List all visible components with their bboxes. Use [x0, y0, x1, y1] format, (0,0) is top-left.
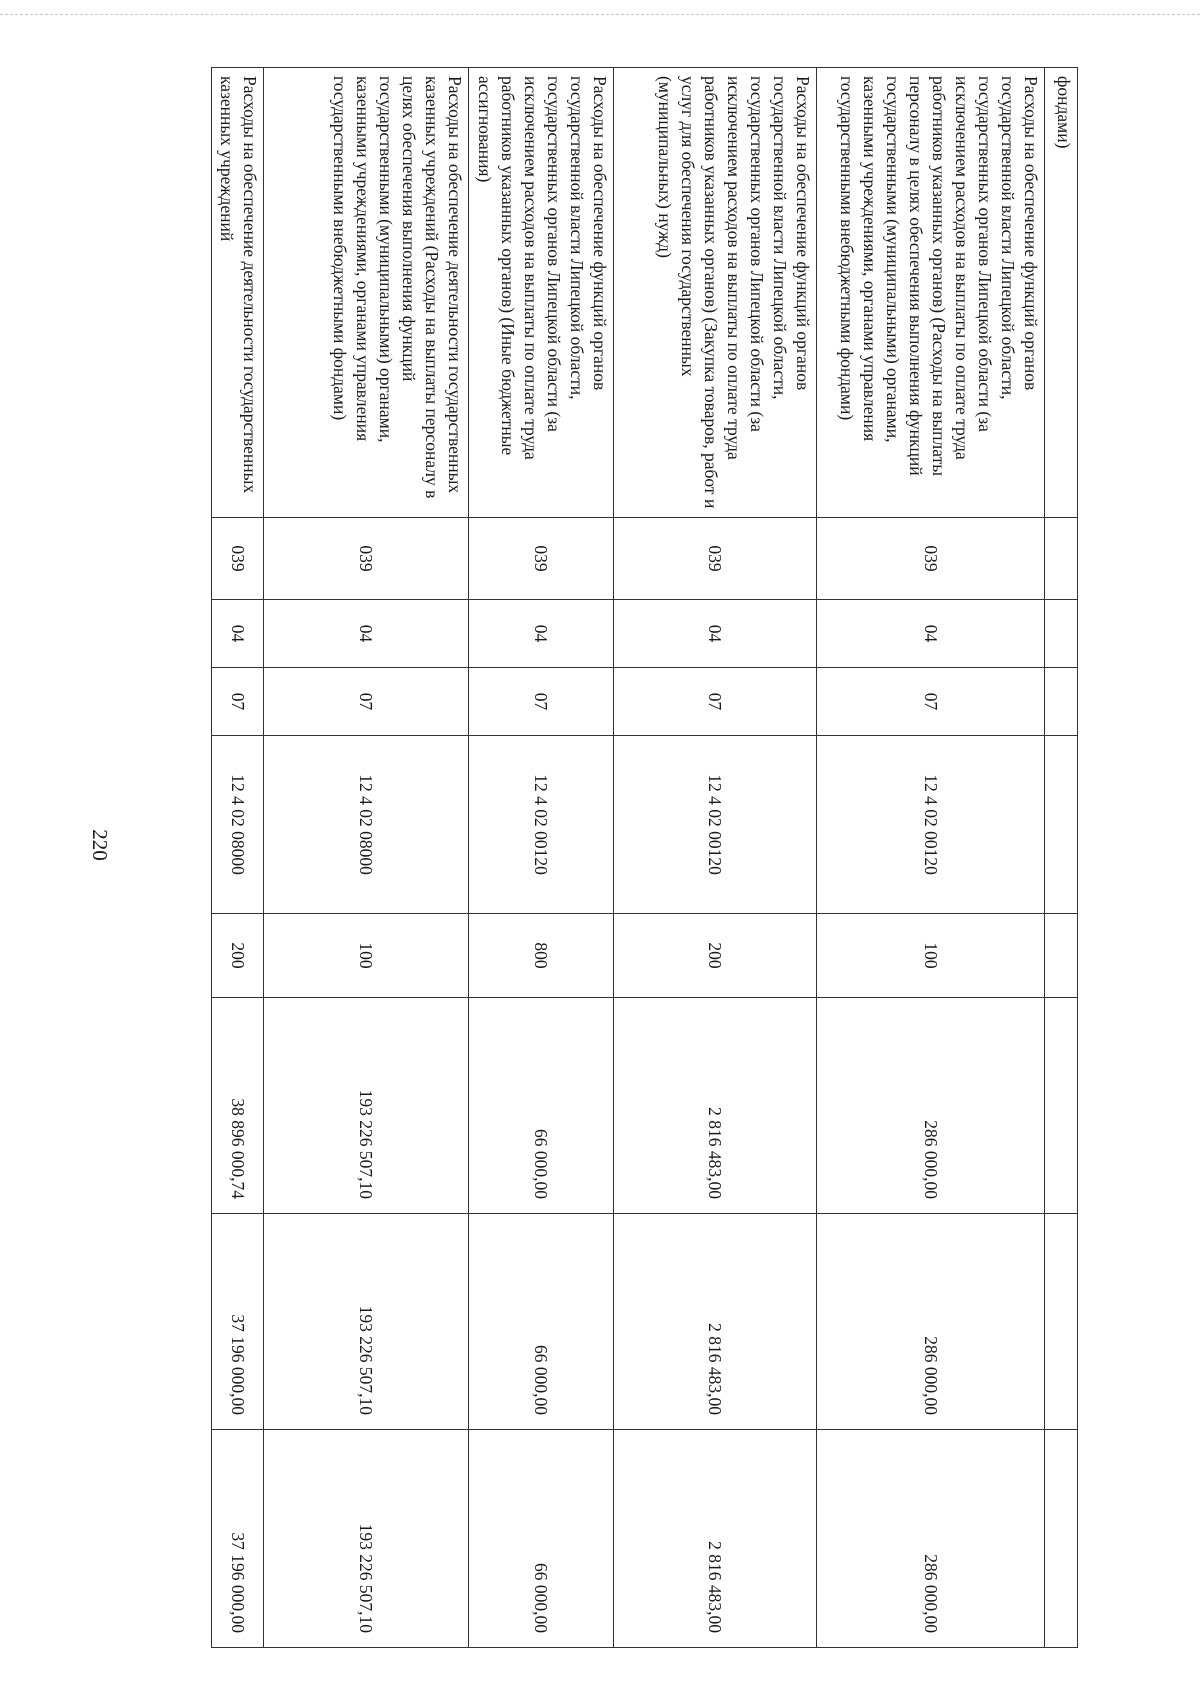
cell-section: 04 [614, 600, 817, 668]
table-row [469, 68, 614, 1648]
cell-description: Расходы на обеспечение функций органов государственной власти Липецкой области, государственных органов Липецкой области (за исключением расходов на выплаты по оплате труда работников указанных органов) (Закупка товаров, работ и услуг для обеспечения государственных (муниципальных) нужд) [614, 68, 817, 518]
cell-section: 04 [817, 600, 1045, 668]
cell-target: 12 4 02 00120 [469, 736, 614, 914]
cell-type: 200 [212, 914, 264, 998]
cell-value-1: 38 896 000,74 [212, 998, 264, 1214]
cell-value-3: 286 000,00 [817, 1430, 1045, 1648]
cell-type: 100 [817, 914, 1045, 998]
cell-subsection [1045, 668, 1078, 736]
table-row [264, 68, 469, 1648]
cell-admin: 039 [469, 518, 614, 600]
cell-value-2 [1045, 1214, 1078, 1430]
cell-value-3: 37 196 000,00 [212, 1430, 264, 1648]
scan-edge [0, 0, 1200, 15]
cell-value-3 [1045, 1430, 1078, 1648]
cell-type: 100 [264, 914, 469, 998]
table-viewport [133, 67, 1078, 1697]
cell-value-2: 66 000,00 [469, 1214, 614, 1430]
cell-description: Расходы на обеспечение функций органов государственной власти Липецкой области, государственных органов Липецкой области (за исключением расходов на выплаты по оплате труда работников указанных органов) (Иные бюджетные ассигнования) [469, 68, 614, 518]
cell-value-2: 2 816 483,00 [614, 1214, 817, 1430]
cell-value-1: 66 000,00 [469, 998, 614, 1214]
cell-description: Расходы на обеспечение функций органов государственной власти Липецкой области, государственных органов Липецкой области (за исключением расходов на выплаты по оплате труда работников указанных органов) (Расходы на выплаты персоналу в целях обеспечения выполнения функций государственными (муниципальными) органами, казенными учреждениями, органами управления государственными внебюджетными фондами) [817, 68, 1045, 518]
rotated-table-container [133, 67, 1078, 1647]
table-row-continued-header [1045, 68, 1078, 1648]
cell-value-2: 193 226 507,10 [264, 1214, 469, 1430]
cell-value-1: 193 226 507,10 [264, 998, 469, 1214]
cell-description: Расходы на обеспечение деятельности государственных казенных учреждений (Расходы на выплаты персоналу в целях обеспечения выполнения функций государственными (муниципальными) органами, казенными учреждениями, органами управления государственными внебюджетными фондами) [264, 68, 469, 518]
cell-admin: 039 [264, 518, 469, 600]
cell-section: 04 [469, 600, 614, 668]
cell-subsection: 07 [264, 668, 469, 736]
cell-value-2: 37 196 000,00 [212, 1214, 264, 1430]
cell-target: 12 4 02 00120 [614, 736, 817, 914]
cell-target [1045, 736, 1078, 914]
cell-section: 04 [212, 600, 264, 668]
table-row [817, 68, 1045, 1648]
cell-subsection: 07 [817, 668, 1045, 736]
cell-admin: 039 [614, 518, 817, 600]
cell-description: Расходы на обеспечение деятельности государственных казенных учреждений [212, 68, 264, 518]
cell-type: 800 [469, 914, 614, 998]
cell-value-2: 286 000,00 [817, 1214, 1045, 1430]
cell-value-3: 66 000,00 [469, 1430, 614, 1648]
cell-value-1: 286 000,00 [817, 998, 1045, 1214]
cell-type [1045, 914, 1078, 998]
table-row [614, 68, 817, 1648]
cell-target: 12 4 02 08000 [212, 736, 264, 914]
cell-value-3: 2 816 483,00 [614, 1430, 817, 1648]
page-number: 220 [88, 829, 112, 861]
table-row [212, 68, 264, 1648]
cell-target: 12 4 02 00120 [817, 736, 1045, 914]
cell-admin: 039 [817, 518, 1045, 600]
cell-subsection: 07 [614, 668, 817, 736]
cell-admin [1045, 518, 1078, 600]
cell-section: 04 [264, 600, 469, 668]
cell-value-1 [1045, 998, 1078, 1214]
budget-table [211, 67, 1078, 1648]
cell-value-1: 2 816 483,00 [614, 998, 817, 1214]
cell-subsection: 07 [212, 668, 264, 736]
cell-section [1045, 600, 1078, 668]
cell-type: 200 [614, 914, 817, 998]
cell-description: фондами) [1045, 68, 1078, 518]
cell-subsection: 07 [469, 668, 614, 736]
cell-admin: 039 [212, 518, 264, 600]
cell-target: 12 4 02 08000 [264, 736, 469, 914]
cell-value-3: 193 226 507,10 [264, 1430, 469, 1648]
